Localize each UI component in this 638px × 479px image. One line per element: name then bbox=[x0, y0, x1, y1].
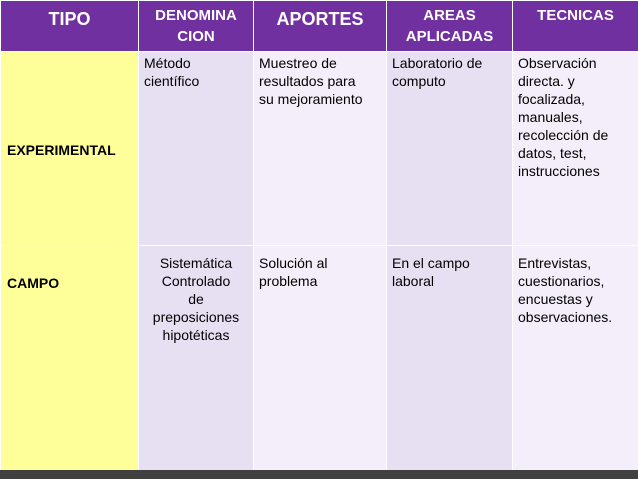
table-row-experimental bbox=[1, 52, 638, 246]
table-row-campo bbox=[1, 246, 638, 471]
header-denominacion: DENOMINA CION bbox=[139, 1, 254, 52]
header-row bbox=[1, 1, 638, 52]
header-aportes: APORTES bbox=[254, 1, 387, 52]
header-areas-aplicadas: AREAS APLICADAS bbox=[387, 1, 513, 52]
header-tipo: TIPO bbox=[1, 1, 139, 52]
row-tipo: EXPERIMENTAL bbox=[1, 52, 139, 246]
header-tecnicas: TECNICAS bbox=[513, 1, 638, 52]
footer-bar bbox=[0, 470, 638, 479]
row-areas: En el campo laboral bbox=[387, 246, 513, 471]
row-tecnicas: Observación directa. y focalizada, manuales, recolección de datos, test, instrucciones bbox=[513, 52, 638, 246]
row-denominacion: Método científico bbox=[139, 52, 254, 246]
row-tecnicas: Entrevistas, cuestionarios, encuestas y observaciones. bbox=[513, 246, 638, 471]
row-aportes: Muestreo de resultados para su mejoramiento bbox=[254, 52, 387, 246]
row-areas: Laboratorio de computo bbox=[387, 52, 513, 246]
row-denominacion: Sistemática Controlado de preposiciones hipotéticas bbox=[139, 246, 254, 471]
row-tipo: CAMPO bbox=[1, 246, 139, 471]
row-aportes: Solución al problema bbox=[254, 246, 387, 471]
